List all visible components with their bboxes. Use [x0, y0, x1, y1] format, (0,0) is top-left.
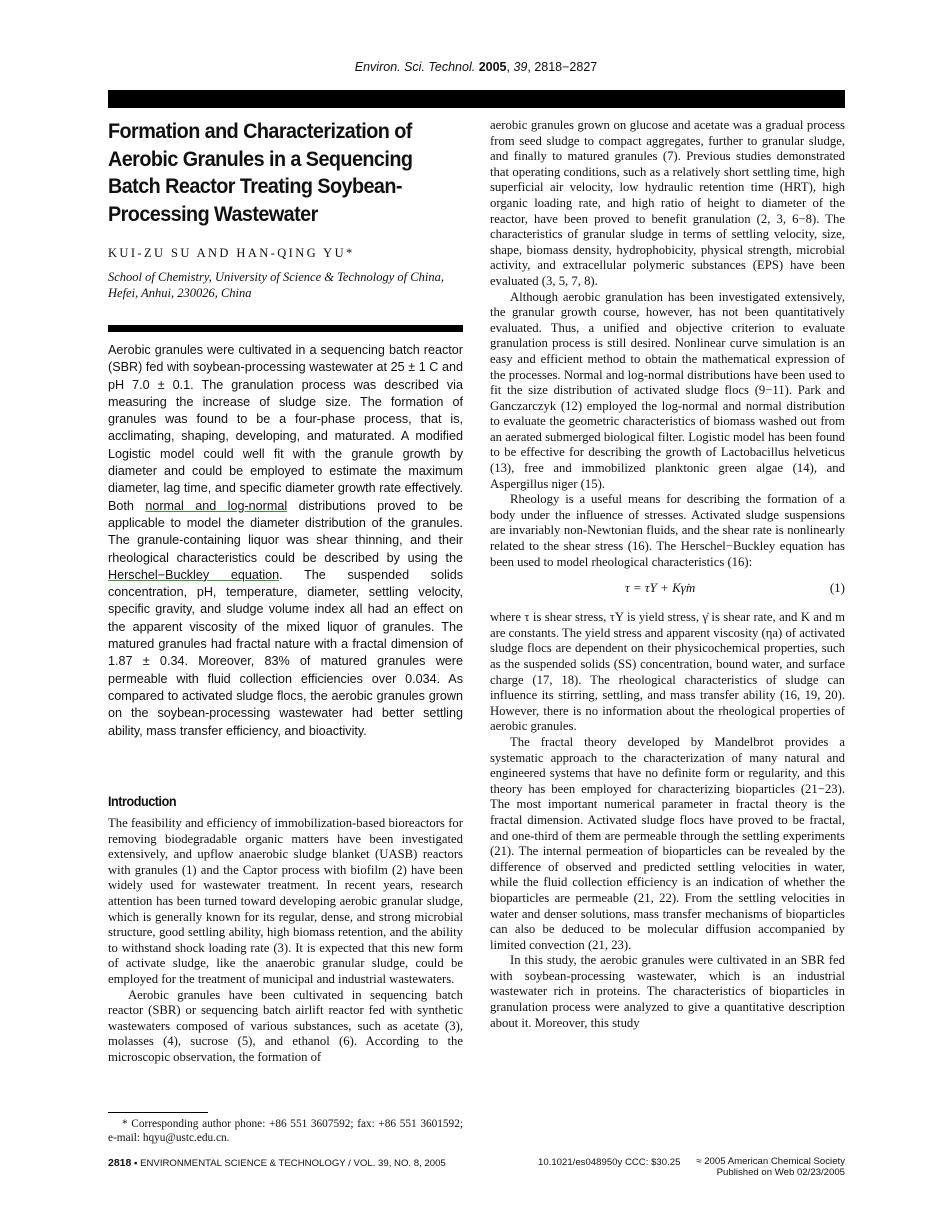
- article-authors: KUI-ZU SU AND HAN-QING YU*: [108, 246, 355, 260]
- paragraph-where: where τ is shear stress, τY is yield stress, γ̇ is shear rate, and K and m are constants. The yield stress and apparent viscosity (ηa) of activated sludge flocs are dependent on their physicochemical properties, such as the suspended solids (SS) concentration, bound water, and surface charge (17, 18). The rheological characteristics of sludge can influence its stirring, settling, and mass transfer ability (16, 19, 20). However, there is no information about the rheological properties of aerobic granules.: [490, 610, 845, 734]
- intro-paragraph-2: Aerobic granules have been cultivated in sequencing batch reactor (SBR) or sequencing batch airlift reactor fed with synthetic wastewaters composed of various substances, such as acetate (3), molasses (4), sucrose (5), and ethanol (6). According to the microscopic observation, the formation of: [108, 987, 463, 1064]
- abstract-text-2: distributions proved to be applicable to model the diameter distribution of the granules. The granule-containing liquor was shear thinning, and their rheological characteristics could be described by using the: [108, 498, 464, 565]
- intro-heading: Introduction: [108, 793, 177, 809]
- abstract-link-herschel-buckley[interactable]: Herschel−Buckley equation: [108, 567, 280, 582]
- paragraph-although: Although aerobic granulation has been investigated extensively, the granular growth course, however, has not been quantitatively evaluated. Thus, a unified and objective criterion to evaluate granulation process is still desired. Nonlinear curve simulation is an easy and efficient method to obtain the mathematical expression of the processes. Normal and log-normal distributions have been used to fit the size distribution of activated sludge flocs (9−11). Park and Ganczarczyk (12) employed the log-normal and normal distribution to evaluate the geometric characteristics of biomass washed out from an aerated submerged biological filter. Logistic model has been found to be effective for describing the growth of Lactobacillus helveticus (13), free and immobilized planktonic green algae (14), and Aspergillus niger (15).: [490, 289, 845, 491]
- top-rule: [108, 90, 845, 108]
- footnote-rule: [108, 1112, 208, 1113]
- page-number: 2818: [108, 1157, 132, 1169]
- paragraph-fractal: The fractal theory developed by Mandelbrot provides a systematic approach to the characterization of many natural and engineered systems that have no definite form or regularity, and this theory has been employed for characterizing bioparticles (21−23). The most important numerical parameter in fractal theory is the fractal dimension. Activated sludge flocs have proved to be fractal, and one-third of them are permeable through the settling experiments (21). The internal permeation of bioparticles can be revealed by the difference of observed and predicted settling velocities in water, while the fluid collection efficiency is an indication of whether the bioparticles are permeable (21, 22). From the settling velocities in water and denser solutions, mass transfer mechanisms of bioparticles can also be deduced to be molecular diffusion accompanied by limited convection (21, 23).: [490, 734, 845, 952]
- footer-copyright: ≈ 2005 American Chemical Society: [696, 1156, 845, 1167]
- abstract-text-3: . The suspended solids concentration, pH, temperature, diameter, settling velocity, specific gravity, and sludge volume index all had an effect on the apparent viscosity of the mixed liquor of granules. The matured granules had fractal nature with a fractal dimension of 1.87 ± 0.34. Moreover, 83% of matured granules were permeable with fluid collection efficiencies over 0.034. As compared to activated sludge flocs, the aerobic granules grown on the soybean-processing wastewater had better settling ability, mass transfer efficiency, and bioactivity.: [108, 567, 463, 738]
- abstract: [108, 342, 463, 740]
- corresponding-author-footnote: * Corresponding author phone: +86 551 3607592; fax: +86 551 3601592; e-mail: hqyu@ustc.edu.cn.: [108, 1118, 463, 1144]
- right-column: [490, 118, 845, 1031]
- journal-header: Environ. Sci. Technol. 2005, 39, 2818−2827: [354, 60, 598, 74]
- paragraph-continued: aerobic granules grown on glucose and acetate was a gradual process from seed sludge to compact aggregates, further to granular sludge, and finally to matured granules (7). Previous studies demonstrated that operating conditions, such as a relatively short settling time, high superficial air velocity, low hydraulic retention time (HRT), high organic loading rate, and high ratio of height to diameter of the reactor, have been proved to benefit granulation (2, 3, 6−8). The characteristics of granular sludge in terms of settling velocity, size, shape, biomass density, hydrophobicity, physical strength, microbial activity, and extracellular polymeric substances (EPS) have been evaluated (3, 5, 7, 8).: [490, 118, 845, 288]
- equation-number: (1): [829, 580, 845, 596]
- title-block: [108, 118, 464, 301]
- journal-volume: 39: [513, 60, 528, 74]
- article-title: Formation and Characterization of Aerobic Granules in a Sequencing Batch Reactor Treating Soybean-Processing Wastewater: [108, 119, 413, 226]
- journal-year: 2005: [478, 60, 507, 74]
- abstract-link-normal-lognormal[interactable]: normal and log-normal: [145, 498, 288, 513]
- intro-body: [108, 816, 463, 1066]
- abstract-text-1: Aerobic granules were cultivated in a sequencing batch reactor (SBR) fed with soybean-processing wastewater at 25 ± 1 C and pH 7.0 ± 0.1. The granulation process was described via measuring the increase of sludge size. The formation of granules was found to be a four-phase process, that is, acclimating, shaping, developing, and maturated. A modified Logistic model could well fit with the granule growth by diameter and could be employed to estimate the maximum diameter, lag time, and specific diameter growth rate effectively. Both: [108, 343, 463, 513]
- intro-paragraph-1: The feasibility and efficiency of immobilization-based bioreactors for removing biodegradable organic matters have been investigated extensively, and upflow anaerobic sludge blanket (UASB) reactors with granules (1) and the Captor process with biofilm (2) have been widely used for wastewater treatment. In recent years, research attention has been turned toward developing aerobic granular sludge, which is generally known for its regular, dense, and strong microbial structure, good settling ability, high biomass retention, and the ability to withstand shock loading rate (3). It is expected that this new form of activate sludge, like the anaerobic granular sludge, could be employed for the treatment of municipal and industrial wastewaters.: [108, 816, 463, 986]
- footer-doi: 10.1021/es048950y CCC: $30.25: [538, 1157, 681, 1168]
- abstract-rule: [108, 325, 463, 332]
- equation-1: [490, 570, 845, 610]
- equation-text: τ = τY + Kγ̇m: [625, 580, 696, 596]
- footer-journal-info: ENVIRONMENTAL SCIENCE & TECHNOLOGY / VOL. 39, NO. 8, 2005: [140, 1158, 446, 1169]
- page-footer-right: [696, 1157, 845, 1178]
- paragraph-study: In this study, the aerobic granules were cultivated in an SBR fed with soybean-processing wastewater, which is an industrial wastewater rich in proteins. The characteristics of bioparticles in granulation process were analyzed to give a quantitative description about it. Moreover, this study: [490, 953, 845, 1030]
- journal-pages: 2818−2827: [534, 60, 598, 74]
- article-affiliation: School of Chemistry, University of Science & Technology of China, Hefei, Anhui, 230026, China: [108, 270, 444, 300]
- footer-published: Published on Web 02/23/2005: [716, 1166, 845, 1178]
- journal-name: Environ. Sci. Technol.: [354, 60, 476, 74]
- page-footer-left: 2818 ▪ ENVIRONMENTAL SCIENCE & TECHNOLOGY / VOL. 39, NO. 8, 2005: [108, 1157, 446, 1169]
- paragraph-rheology: Rheology is a useful means for describing the formation of a body under the influence of stresses. Activated sludge suspensions are invariably non-Newtonian fluids, and the shear rate is nonlinearly related to the shear stress (16). The Herschel−Buckley equation has been used to model rheological characteristics (16):: [490, 492, 845, 569]
